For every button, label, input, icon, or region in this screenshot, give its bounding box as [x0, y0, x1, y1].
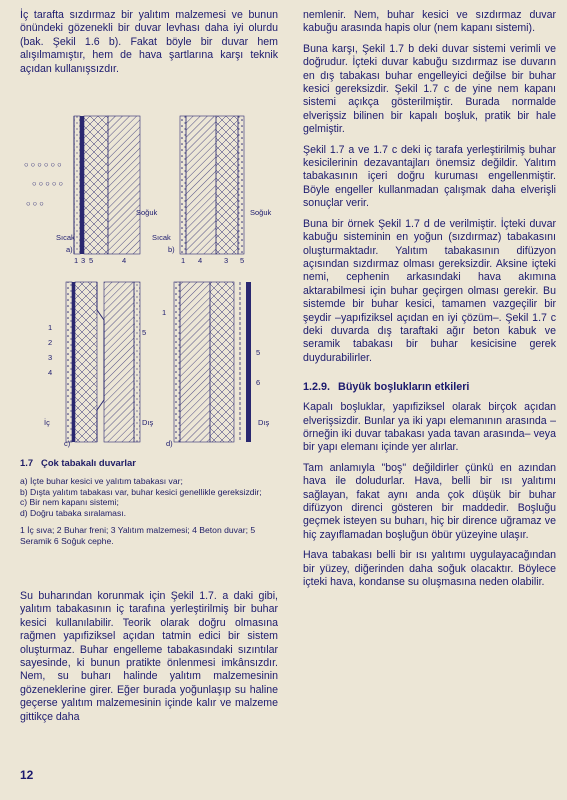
label-1: 1 — [74, 256, 79, 265]
label-4-c: 4 — [48, 368, 53, 377]
section-heading — [303, 381, 556, 393]
left-column-bottom — [20, 590, 278, 724]
label-sicak-b: Sıcak — [152, 233, 171, 242]
label-2-c: 2 — [48, 338, 53, 347]
paragraph: Tam anlamıyla "boş" değildirler çünkü en azından hava ile doludurlar. Hava, belli bir ısı yalıtımı sağlayan, fakat aynı anda çok düşük bir buhar difüzyon direnci gösteren bir maddedir. Boşluğu geçmek isteyen su buharı, hiç bir dirence uğramaz ve hiç zayıflamadan boşluğun öbür yüzeyine ulaşır. — [303, 461, 556, 541]
caption-number: 1.7 — [20, 457, 34, 468]
paragraph: Kapalı boşluklar, yapıfiziksel olarak birçok açıdan elverişsizdir. Bunlar ya iki yapı elemanının arasında –örneğin iki duvar tabakası yada tavan arasında– veya bir yapı elemanı içinde yer alırlar. — [303, 401, 556, 454]
paragraph: Su buharından korunmak için Şekil 1.7. a daki gibi, yalıtım tabakasının iç tarafına yerleştirilmiş bir buhar kesici kullanılabilir. Teorik olarak doğru olmasına rağmen yapıfiziksel açıdan tatmin edici bir sistem oluşturmaz. Buhar engelleme tabakasındaki sızıntılar sayesinde, ki bunun pratikte önlenmesi imkânsızdır. Nem, su buharı halinde yalıtım malzemesinin gözeneklerine girer. Eğer burada yoğunlaşıp su haline geçerse yalıtım malzemesinin içinde kalır ve malzeme gittikçe daha — [20, 590, 278, 723]
caption-item: c) Bir nem kapanı sistemi; — [20, 497, 119, 508]
figure-panel-c — [44, 282, 154, 448]
label-4-b: 4 — [198, 256, 203, 265]
label-d: d) — [166, 439, 173, 448]
left-column-top — [20, 9, 278, 76]
label-5-d: 5 — [256, 348, 261, 357]
caption-legend: 1 İç sıva; 2 Buhar freni; 3 Yalıtım malzemesi; 4 Beton duvar; 5 Seramik 6 Soğuk cephe. — [20, 525, 256, 546]
label-ic: İç — [44, 418, 50, 427]
paragraph: nemlenir. Nem, buhar kesici ve sızdırmaz duvar kabuğu arasında hapis olur (nem kapanı sistemi). — [303, 9, 556, 35]
paragraph: Şekil 1.7 a ve 1.7 c deki iç tarafa yerleştirilmiş buhar kesicilerinin dezavantajları önemsiz değildir. Yalıtım tabakasının içeri doğru kuruması engellenmiştir. Böyle engeller kullanmadan çalışmak daha elverişli sonuçlar verir. — [303, 143, 556, 210]
label-soguk-b: Soğuk — [250, 208, 272, 217]
label-a: a) — [66, 245, 73, 254]
figure-1-7 — [18, 100, 280, 448]
label-1-b: 1 — [181, 256, 186, 265]
label-c: c) — [64, 439, 71, 448]
label-3: 3 — [81, 256, 86, 265]
caption-item: a) İçte buhar kesici ve yalıtım tabakası var; — [20, 476, 183, 486]
svg-text:○ ○ ○ ○ ○: ○ ○ ○ ○ ○ — [32, 179, 63, 188]
section-title: Büyük boşlukların etkileri — [338, 381, 470, 394]
label-dis: Dış — [142, 418, 154, 427]
label-soguk: Soğuk — [136, 208, 158, 217]
paragraph: İç tarafta sızdırmaz bir yalıtım malzemesi ve bunun önündeki gözenekli bir duvar levhası daha iyi olurdu (bak. Şekil 1.6 b). Fakat böyle bir duvar hem alışılmamıştır, hem de hava şartlarına karşı teknik açıdan kullanışsızdır. — [20, 9, 278, 75]
figure-caption — [20, 457, 278, 547]
figure-panel-b — [152, 116, 272, 265]
paragraph: Buna karşı, Şekil 1.7 b deki duvar sistemi verimli ve doğrudur. İçteki duvar kabuğu sızdırmaz ise duvarın en dış tabakası buhar engelleyici değilse bir buhar kesici gereksizdir. Şekil 1.7 c de yine nem kapanı sistemi açıkça gösterilmiştir. Burada normalde elverişsiz bilinen bir kapalı boşluk, pratik bir hale gelmiştir. — [303, 42, 556, 136]
figure-panel-d — [162, 282, 270, 448]
label-sicak: Sıcak — [56, 233, 75, 242]
caption-item: d) Doğru tabaka sıralaması. — [20, 507, 127, 518]
svg-text:○ ○ ○ ○ ○ ○: ○ ○ ○ ○ ○ ○ — [24, 160, 62, 169]
svg-text:○ ○ ○: ○ ○ ○ — [26, 199, 44, 208]
section-number: 1.2.9. — [303, 381, 331, 394]
label-1-c: 1 — [48, 323, 53, 332]
label-4: 4 — [122, 256, 127, 265]
caption-item: b) Dışta yalıtım tabakası var, buhar kesici genellikle gereksizdir; — [20, 486, 262, 497]
label-dis-d: Dış — [258, 418, 270, 427]
label-1-d: 1 — [162, 308, 167, 317]
caption-title — [20, 457, 278, 468]
label-5-b: 5 — [240, 256, 245, 265]
label-3-b: 3 — [224, 256, 229, 265]
caption-title-text: Çok tabakalı duvarlar — [41, 457, 136, 468]
label-b: b) — [168, 245, 175, 254]
label-5: 5 — [89, 256, 94, 265]
vapor-arrows-icon — [24, 160, 63, 208]
paragraph: Hava tabakası belli bir ısı yalıtımı uygulayacağından bir yüzey, diğerinden daha soğuk olacaktır. Böylece içteki hava, kondanse su oluşmasına neden olabilir. — [303, 549, 556, 589]
label-5-c: 5 — [142, 328, 147, 337]
figure-panel-a — [24, 116, 158, 265]
page-number: 12 — [20, 768, 34, 782]
paragraph: Buna bir örnek Şekil 1.7 d de verilmiştir. İçteki duvar kabuğu sisteminin en yoğun (sızdırmaz) tabakasını oluşturmaktadır. Yalıtım tabakasının difüzyon açısından sızdırmaz olması gereksizdir. Aksine içteki nemi, cephenin arkasındaki hava akımına aktarabilmesi için buhar geçirgen olması gerekir. Bu sistemde bir buhar kesici, tamamen vazgeçilir bir şeydir –yapıfiziksel açıdan en iyi çözüm–. Şekil 1.7 c deki duvarda dış taraftaki ağır beton kabuk ve seramik tabakası bir buhar kesicisine gerek duydurabilirler. — [303, 217, 556, 364]
label-3-c: 3 — [48, 353, 53, 362]
label-6-d: 6 — [256, 378, 261, 387]
right-column — [303, 9, 556, 589]
